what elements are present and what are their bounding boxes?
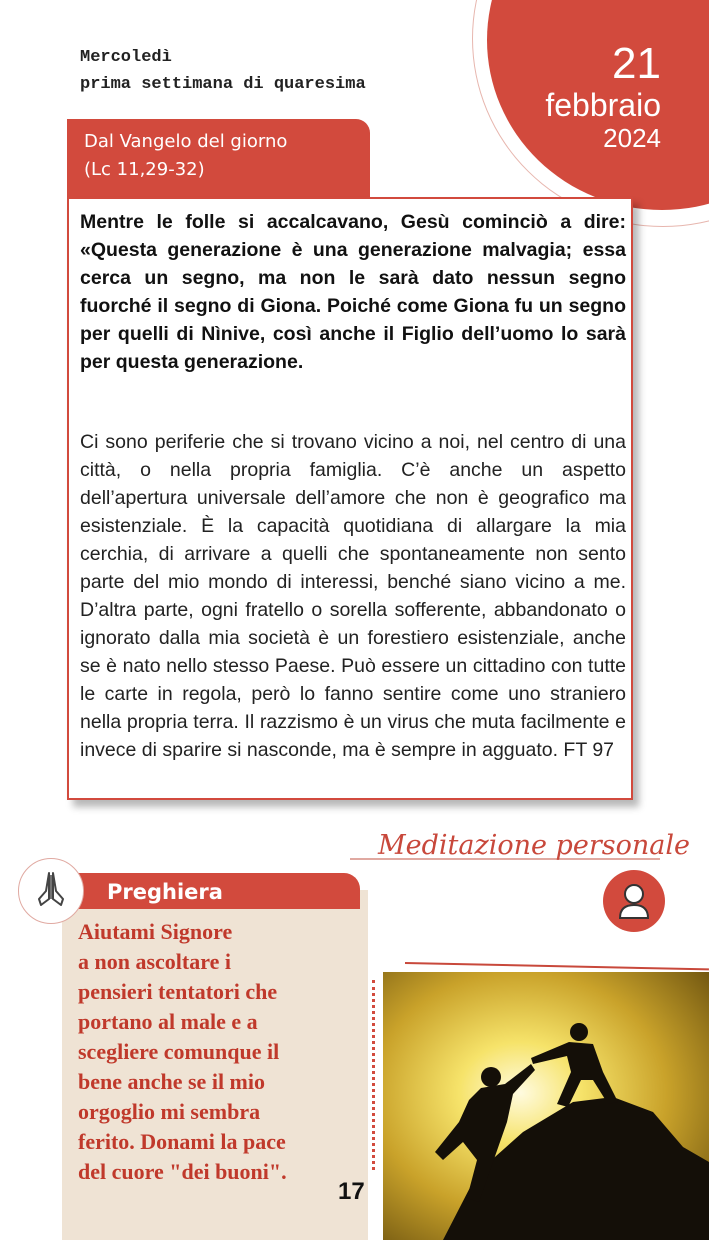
climbers-photo — [383, 972, 709, 1240]
prayer-line: orgoglio mi sembra — [78, 1099, 261, 1124]
weekday: Mercoledì — [80, 48, 172, 67]
gospel-text: Mentre le folle si accalcavano, Gesù cominciò a dire: «Questa generazione è una generazione malvagia; essa cerca un segno, ma non le sarà dato nessun segno fuorché il segno di Giona. Poiché come Giona fu un segno per quelli di Nìnive, così anche il Figlio dell’uomo lo sarà per questa generazione. — [80, 211, 626, 373]
prayer-line: ferito. Donami la pace — [78, 1129, 286, 1154]
prayer-line: portano al male e a — [78, 1009, 258, 1034]
date-day: 21 — [612, 39, 661, 88]
dotted-divider — [372, 980, 375, 1170]
date-month: febbraio — [545, 87, 661, 123]
prayer-line: del cuore "dei buoni". — [78, 1159, 287, 1184]
meditation-label: Meditazione personale — [378, 830, 690, 861]
prayer-line: bene anche se il mio — [78, 1069, 265, 1094]
prayer-line: Aiutami Signore — [78, 919, 233, 944]
day-heading — [80, 44, 366, 98]
prayer-line: scegliere comunque il — [78, 1039, 280, 1064]
person-icon — [603, 870, 665, 932]
gospel-label-block — [84, 128, 287, 184]
liturgical-week: prima settimana di quaresima — [80, 75, 366, 94]
prayer-line: pensieri tentatori che — [78, 979, 278, 1004]
page-number: 17 — [338, 1178, 365, 1205]
reflection-text: Ci sono periferie che si trovano vicino a noi, nel centro di una città, o nella propria famiglia. C’è anche un aspetto dell’apertura universale dell’amore che non è geografico ma esistenziale. È la capacità quotidiana di allargare la mia cerchia, di arrivare a quelli che spontaneamente non sento parte del mio mondo di interessi, benché siano vicino a me. D’altra parte, ogni fratello o sorella sofferente, abbandonato o ignorato dalla mia società è un forestiero esistenziale, anche se è nato nello stesso Paese. Può essere un cittadino con tutte le carte in regola, però lo fanno sentire come uno straniero nella propria terra. Il razzismo è un virus che muta facilmente e invece di sparire si nasconde, ma è sempre in agguato. FT 97 — [80, 431, 626, 761]
date-year: 2024 — [603, 123, 661, 153]
gospel-label: Dal Vangelo del giorno — [84, 131, 288, 152]
gospel-reference: (Lc 11,29-32) — [84, 159, 205, 180]
photo-divider — [405, 962, 709, 970]
prayer-label: Preghiera — [107, 880, 223, 904]
prayer-text — [78, 917, 348, 1187]
praying-hands-icon — [18, 858, 84, 924]
prayer-line: a non ascoltare i — [78, 949, 231, 974]
